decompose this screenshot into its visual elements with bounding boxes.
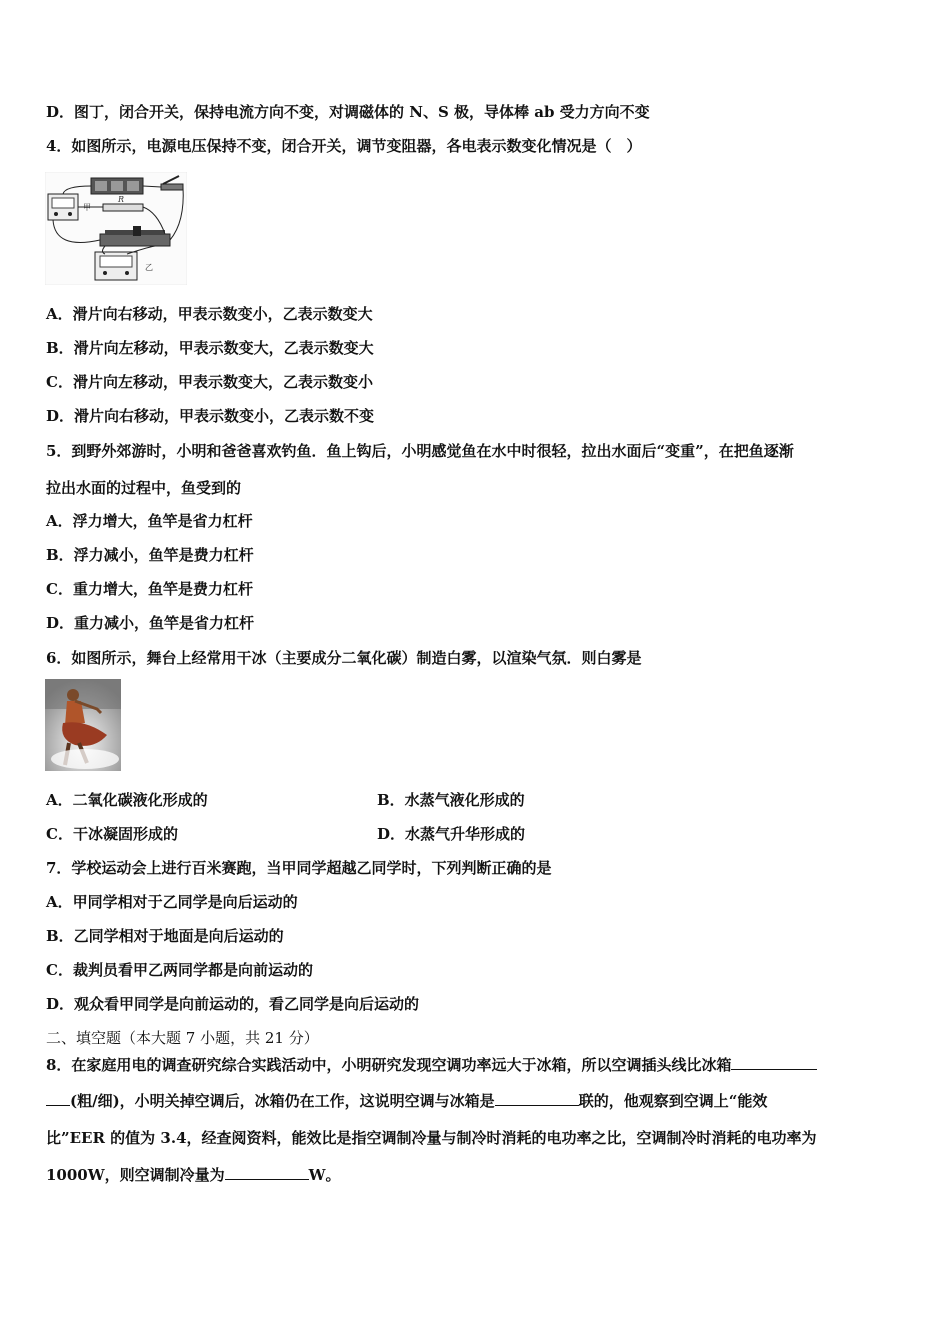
- q5-stem-line1: 5．到野外郊游时，小明和爸爸喜欢钓鱼．鱼上钩后，小明感觉鱼在水中时很轻，拉出水面后“变重”，在把鱼逐渐: [46, 442, 794, 460]
- circuit-figure: [45, 172, 187, 285]
- q6-option-c: C．干冰凝固形成的: [46, 825, 178, 843]
- q8-line4: [46, 1165, 340, 1185]
- q4-option-d: D．滑片向右移动，甲表示数变小，乙表示数不变: [46, 407, 375, 425]
- q8-line4-text-a: 1000W，则空调制冷量为: [46, 1166, 225, 1184]
- q5-option-a: A．浮力增大，鱼竿是省力杠杆: [46, 512, 253, 530]
- section-heading-fill-in: 二、填空题（本大题 7 小题，共 21 分）: [46, 1029, 319, 1047]
- q8-line1-text: 8．在家庭用电的调查研究综合实践活动中，小明研究发现空调功率远大于冰箱，所以空调插头线比冰箱: [46, 1056, 732, 1074]
- q6-option-d: D．水蒸气升华形成的: [377, 825, 526, 843]
- meter-a-label: 甲: [83, 203, 91, 212]
- q7-option-a: A．甲同学相对于乙同学是向后运动的: [46, 893, 298, 911]
- q7-stem: 7．学校运动会上进行百米赛跑，当甲同学超越乙同学时，下列判断正确的是: [46, 859, 552, 877]
- q3-option-d: D．图丁，闭合开关，保持电流方向不变，对调磁体的 N、S 极，导体棒 ab 受力方向不变: [46, 103, 650, 121]
- q5-option-b: B．浮力减小，鱼竿是费力杠杆: [46, 546, 254, 564]
- q6-stem: 6．如图所示，舞台上经常用干冰（主要成分二氧化碳）制造白雾，以渲染气氛．则白雾是: [46, 649, 642, 667]
- q4-option-a: A．滑片向右移动，甲表示数变小，乙表示数变大: [46, 305, 373, 323]
- q4-stem: 4．如图所示，电源电压保持不变，闭合开关，调节变阻器，各电表示数变化情况是（ ）: [46, 137, 642, 155]
- q8-line1: [46, 1055, 817, 1075]
- q5-option-c: C．重力增大，鱼竿是费力杠杆: [46, 580, 253, 598]
- q5-stem-line2: 拉出水面的过程中，鱼受到的: [46, 479, 242, 497]
- q8-blank-3[interactable]: [225, 1165, 309, 1180]
- stage-fog-photo: [45, 679, 121, 771]
- q4-option-c: C．滑片向左移动，甲表示数变大，乙表示数变小: [46, 373, 373, 391]
- q5-option-d: D．重力减小，鱼竿是省力杠杆: [46, 614, 255, 632]
- q7-option-c: C．裁判员看甲乙两同学都是向前运动的: [46, 961, 313, 979]
- q8-blank-2[interactable]: [495, 1091, 579, 1106]
- circuit-diagram-image: [45, 172, 187, 285]
- meter-b-label: 乙: [145, 263, 153, 272]
- resistor-label: R: [118, 195, 125, 204]
- q7-option-d: D．观众看甲同学是向前运动的，看乙同学是向后运动的: [46, 995, 420, 1013]
- q8-line2-text-b: 联的，他观察到空调上“能效: [578, 1092, 768, 1110]
- q8-blank-1b[interactable]: [46, 1091, 70, 1106]
- q8-line3: 比”EER 的值为 3.4，经查阅资料，能效比是指空调制冷量与制冷时消耗的电功率之比，空调制冷时消耗的电功率为: [46, 1129, 817, 1147]
- q8-line4-text-b: W。: [308, 1166, 341, 1184]
- q8-blank-1a[interactable]: [731, 1055, 817, 1070]
- q4-option-b: B．滑片向左移动，甲表示数变大，乙表示数变大: [46, 339, 374, 357]
- q8-line2-text-a: (粗/细)，小明关掉空调后，冰箱仍在工作，这说明空调与冰箱是: [70, 1092, 495, 1110]
- q6-option-b: B．水蒸气液化形成的: [377, 791, 525, 809]
- q7-option-b: B．乙同学相对于地面是向后运动的: [46, 927, 284, 945]
- q8-line2: [46, 1091, 767, 1111]
- q6-option-a: A．二氧化碳液化形成的: [46, 791, 208, 809]
